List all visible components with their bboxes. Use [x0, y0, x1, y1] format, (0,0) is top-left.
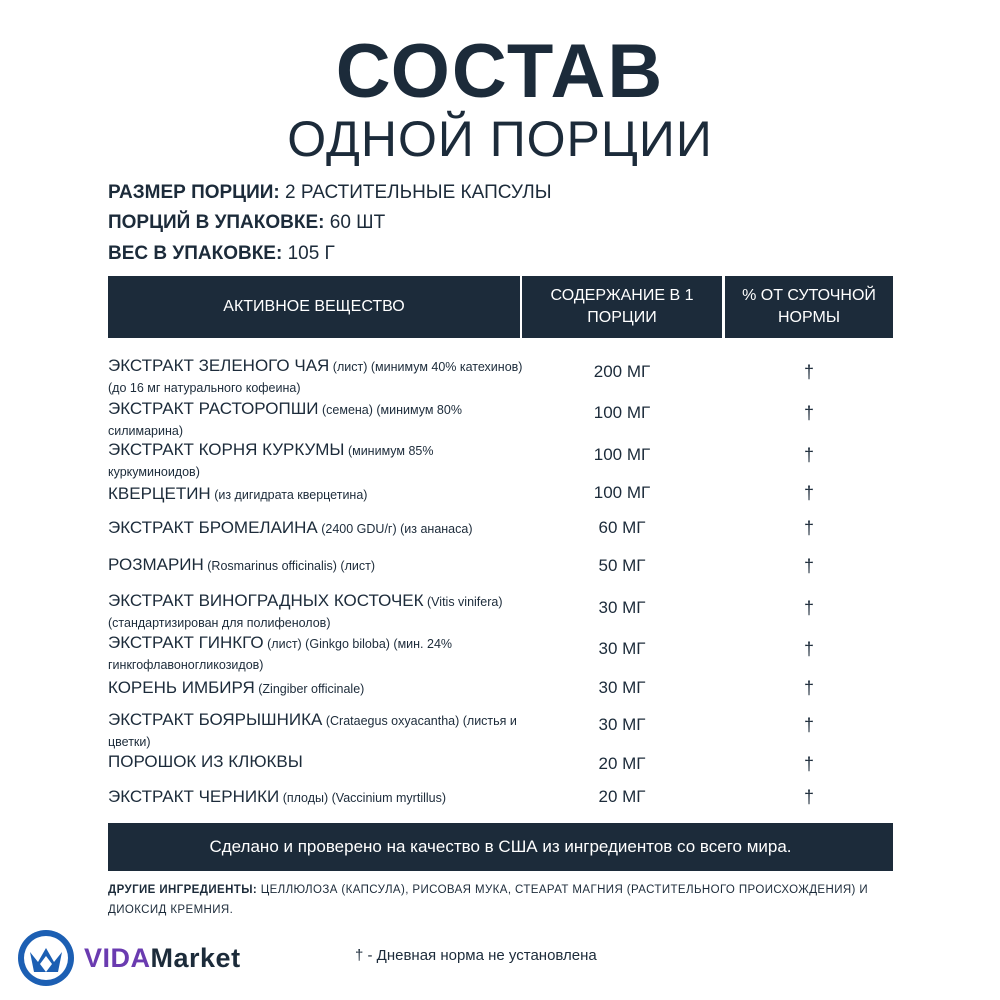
ingredient-amount: 100 МГ [593, 403, 651, 422]
ingredient-name: ЭКСТРАКТ ГИНКГО [108, 633, 264, 652]
ingredient-amount: 100 МГ [593, 483, 651, 502]
ingredient-daily-value: † [803, 754, 814, 774]
logo-market: Market [150, 942, 241, 973]
ingredient-daily-value: † [803, 403, 814, 423]
ingredient-name: КОРЕНЬ ИМБИРЯ [108, 678, 255, 697]
ingredient-daily-value: † [803, 445, 814, 465]
ingredient-name: ПОРОШОК ИЗ КЛЮКВЫ [108, 752, 303, 771]
other-ingredients-text: ЦЕЛЛЮЛОЗА (КАПСУЛА), РИСОВАЯ МУКА, СТЕАРАТ МАГНИЯ (РАСТИТЕЛЬНОГО ПРОИСХОЖДЕНИЯ) И ДИОКСИД КРЕМНИЯ. [108, 884, 869, 916]
ingredient-name-cell [108, 356, 528, 398]
ingredient-daily-value: † [803, 483, 814, 503]
servings-per-container [108, 212, 385, 234]
ingredient-name: ЭКСТРАКТ БРОМЕЛАИНА [108, 518, 318, 537]
logo-text [84, 943, 241, 974]
ingredient-name: ЭКСТРАКТ ЗЕЛЕНОГО ЧАЯ [108, 356, 330, 375]
ingredient-amount: 30 МГ [598, 639, 646, 658]
ingredient-daily-value: † [803, 639, 814, 659]
column-header-amount: СОДЕРЖАНИЕ В 1 ПОРЦИИ [522, 276, 722, 338]
ingredient-daily-value: † [803, 787, 814, 807]
ingredient-name-cell [108, 752, 528, 773]
info-value: 60 ШТ [324, 212, 386, 233]
info-label: ПОРЦИЙ В УПАКОВКЕ: [108, 212, 325, 233]
ingredient-name-cell [108, 555, 528, 576]
ingredient-detail: (лист) (минимум 40% катехинов) (до 16 мг натурального кофеина) [108, 360, 523, 395]
info-value: 2 РАСТИТЕЛЬНЫЕ КАПСУЛЫ [279, 182, 552, 203]
vidamarket-logo [16, 928, 241, 988]
ingredient-detail: (Vitis vinifera) (стандартизирован для полифенолов) [108, 595, 503, 630]
ingredient-name: ЭКСТРАКТ КОРНЯ КУРКУМЫ [108, 440, 345, 459]
ingredient-detail: (минимум 85% куркуминоидов) [108, 444, 434, 479]
ingredient-amount: 30 МГ [598, 678, 646, 697]
crown-logo-icon [16, 928, 76, 988]
ingredient-daily-value: † [803, 556, 814, 576]
page-subtitle: ОДНОЙ ПОРЦИИ [287, 111, 713, 167]
ingredient-name-cell [108, 399, 528, 441]
logo-vida: VIDA [84, 942, 151, 973]
ingredient-name-cell [108, 440, 528, 482]
ingredient-amount: 30 МГ [598, 715, 646, 734]
other-ingredients [108, 880, 898, 920]
ingredient-daily-value: † [803, 518, 814, 538]
ingredient-name: ЭКСТРАКТ РАСТОРОПШИ [108, 399, 319, 418]
footnote: † - Дневная норма не установлена [355, 947, 597, 964]
ingredient-detail: (Crataegus oxyacantha) (листья и цветки) [108, 714, 517, 749]
serving-size [108, 182, 552, 204]
ingredient-name-cell [108, 518, 528, 539]
ingredient-name-cell [108, 787, 528, 808]
ingredient-daily-value: † [803, 598, 814, 618]
ingredient-amount: 30 МГ [598, 598, 646, 617]
column-header-daily-value: % ОТ СУТОЧНОЙ НОРМЫ [725, 276, 893, 338]
ingredient-name-cell [108, 678, 528, 699]
ingredient-detail: (Rosmarinus officinalis) (лист) [203, 559, 375, 573]
other-ingredients-label: ДРУГИЕ ИНГРЕДИЕНТЫ: [108, 884, 258, 896]
ingredient-detail: (лист) (Ginkgo biloba) (мин. 24% гинкгофлавоногликозидов) [108, 637, 453, 672]
ingredient-amount: 50 МГ [598, 556, 646, 575]
ingredient-name: РОЗМАРИН [108, 555, 204, 574]
ingredient-detail: (Zingiber officinale) [254, 682, 365, 696]
ingredient-daily-value: † [803, 362, 814, 382]
ingredient-name-cell [108, 484, 528, 505]
ingredient-amount: 60 МГ [598, 518, 646, 537]
ingredient-amount: 200 МГ [593, 362, 651, 381]
info-label: РАЗМЕР ПОРЦИИ: [108, 182, 280, 203]
ingredient-name-cell [108, 710, 528, 752]
package-weight [108, 243, 335, 265]
ingredient-name: ЭКСТРАКТ ВИНОГРАДНЫХ КОСТОЧЕК [108, 591, 424, 610]
ingredient-detail: (2400 GDU/г) (из ананаса) [317, 522, 473, 536]
made-in-usa-banner: Сделано и проверено на качество в США из ингредиентов со всего мира. [108, 823, 893, 871]
ingredient-detail: (плоды) (Vaccinium myrtillus) [279, 791, 447, 805]
page-title: СОСТАВ [335, 29, 665, 114]
ingredient-amount: 100 МГ [593, 445, 651, 464]
ingredient-daily-value: † [803, 715, 814, 735]
ingredient-amount: 20 МГ [598, 754, 646, 773]
ingredient-name: ЭКСТРАКТ ЧЕРНИКИ [108, 787, 280, 806]
ingredient-name: ЭКСТРАКТ БОЯРЫШНИКА [108, 710, 323, 729]
ingredient-detail: (из дигидрата кверцетина) [210, 488, 368, 502]
ingredient-daily-value: † [803, 678, 814, 698]
ingredient-name-cell [108, 591, 528, 633]
ingredient-name: КВЕРЦЕТИН [108, 484, 211, 503]
ingredient-detail: (семена) (минимум 80% силимарина) [108, 403, 462, 438]
ingredient-amount: 20 МГ [598, 787, 646, 806]
info-label: ВЕС В УПАКОВКЕ: [108, 243, 283, 264]
info-value: 105 Г [282, 243, 335, 264]
ingredient-name-cell [108, 633, 528, 675]
column-header-substance: АКТИВНОЕ ВЕЩЕСТВО [108, 276, 520, 338]
